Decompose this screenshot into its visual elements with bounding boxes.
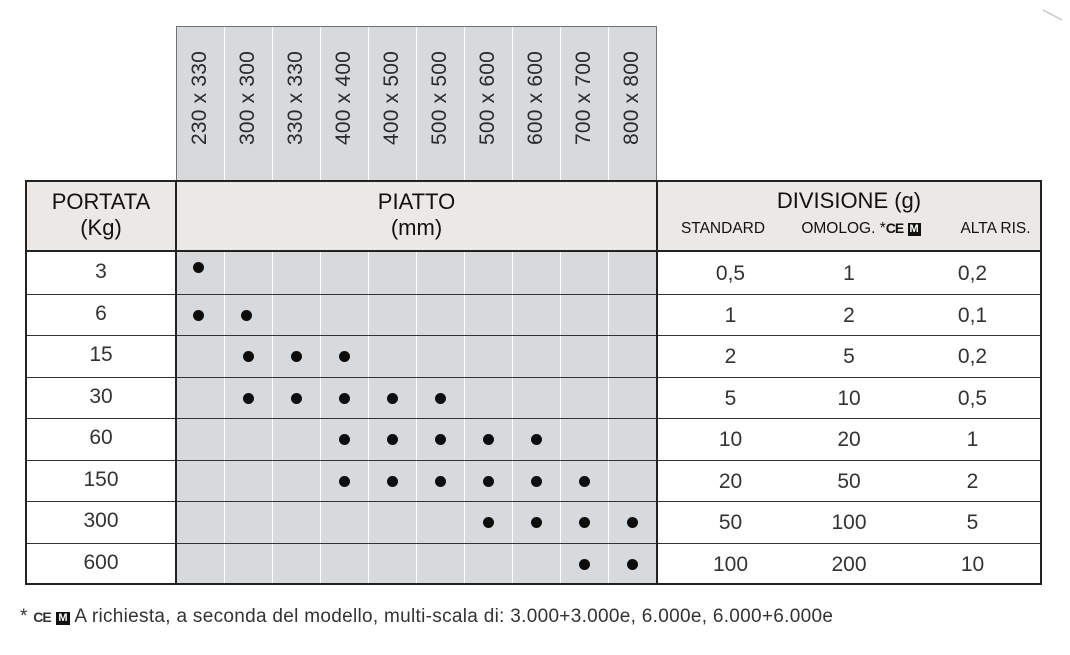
plate-size-label: [176, 28, 224, 168]
omolog-cell: 5: [843, 345, 855, 368]
row-divider: [26, 501, 1041, 502]
row-divider: [26, 418, 1041, 419]
availability-dot: [483, 476, 494, 487]
portata-cell: 150: [83, 468, 119, 491]
availability-dot: [483, 517, 494, 528]
omolog-cell: 100: [831, 511, 867, 534]
omolog-cell: 1: [843, 262, 855, 285]
standard-cell: 10: [718, 428, 743, 451]
footnote-ce-mark-icon: CE: [33, 609, 51, 625]
portata-cell: 30: [89, 385, 113, 408]
row-divider: [26, 377, 1041, 378]
availability-dot: [579, 517, 590, 528]
omolog-cell: 10: [837, 387, 861, 410]
piatto-unit: (mm): [390, 215, 443, 240]
portata-title: PORTATA: [51, 189, 151, 214]
footnote-star: *: [20, 606, 28, 627]
availability-dot: [339, 434, 350, 445]
alta-cell: 0,2: [957, 345, 988, 368]
portata-cell: 60: [89, 426, 113, 449]
standard-cell: 100: [712, 553, 749, 576]
availability-dot: [291, 351, 302, 362]
availability-dot: [435, 476, 446, 487]
plate-size-text: 500 x 500: [428, 50, 452, 146]
availability-dot: [483, 434, 494, 445]
alta-cell: 0,1: [957, 304, 988, 327]
omolog-cell: 20: [837, 428, 861, 451]
availability-dot: [435, 434, 446, 445]
plate-size-label: [272, 28, 320, 168]
omolog-label: OMOLOG. *: [801, 220, 886, 237]
plate-size-text: 500 x 600: [476, 50, 500, 146]
plate-size-label: [560, 28, 608, 168]
availability-dot: [387, 476, 398, 487]
portata-cell: 3: [95, 260, 107, 283]
plate-size-label: [608, 28, 656, 168]
standard-cell: 0,5: [715, 262, 746, 285]
availability-dot: [387, 393, 398, 404]
standard-cell: 5: [724, 387, 737, 410]
plate-size-label: [320, 28, 368, 168]
alta-cell: 2: [966, 470, 979, 493]
availability-dot: [243, 351, 254, 362]
availability-dot: [627, 559, 638, 570]
plate-size-label: [416, 28, 464, 168]
plate-size-label: [224, 28, 272, 168]
portata-cell: 600: [83, 551, 119, 574]
portata-cell: 15: [89, 343, 113, 366]
availability-dot: [241, 310, 252, 321]
availability-dot: [579, 559, 590, 570]
standard-cell: 50: [718, 511, 743, 534]
row-divider: [26, 543, 1041, 544]
availability-dot: [435, 393, 446, 404]
omolog-cell: 50: [837, 470, 861, 493]
alta-cell: 0,2: [957, 262, 988, 285]
plate-size-text: 330 x 330: [284, 50, 308, 146]
standard-subheading: STANDARD: [680, 220, 766, 237]
row-divider: [26, 294, 1041, 295]
plate-size-text: 700 x 700: [572, 50, 596, 146]
ce-mark-icon: CE: [885, 220, 904, 236]
piatto-heading: [176, 189, 657, 241]
alta-cell: 1: [966, 428, 979, 451]
plate-size-label: [512, 28, 560, 168]
row-divider: [26, 335, 1041, 336]
footnote-metrology-m-icon: M: [58, 612, 68, 624]
availability-dot: [579, 476, 590, 487]
plate-size-label: [464, 28, 512, 168]
availability-dot: [339, 393, 350, 404]
availability-dot: [339, 476, 350, 487]
row-divider: [26, 460, 1041, 461]
availability-dot: [291, 393, 302, 404]
availability-dot: [193, 262, 204, 273]
plate-size-text: 300 x 300: [236, 50, 260, 146]
table-border-right: [1040, 180, 1042, 585]
availability-dot: [531, 476, 542, 487]
divisione-title: DIVISIONE (g): [776, 188, 922, 213]
availability-dot: [531, 517, 542, 528]
portata-cell: 300: [83, 509, 119, 532]
footnote-text: A richiesta, a seconda del modello, multi-scala di: 3.000+3.000e, 6.000e, 6.000+6.000e: [74, 606, 834, 627]
availability-dot: [193, 310, 204, 321]
table-border-bottom: [25, 583, 1042, 585]
portata-heading: [26, 189, 176, 241]
omolog-subheading: [786, 220, 936, 238]
piatto-title: PIATTO: [377, 189, 456, 214]
alta-cell: 10: [960, 553, 985, 576]
portata-cell: 6: [95, 302, 107, 325]
plate-size-text: 400 x 500: [380, 50, 404, 146]
plate-size-text: 800 x 800: [620, 50, 644, 146]
footnote: [20, 606, 833, 628]
standard-cell: 2: [724, 345, 737, 368]
plate-size-text: 400 x 400: [332, 50, 356, 146]
plate-size-label: [368, 28, 416, 168]
portata-unit: (Kg): [80, 215, 122, 240]
metrology-m-icon: M: [909, 223, 919, 235]
alta-cell: 0,5: [957, 387, 988, 410]
plate-size-text: 600 x 600: [524, 50, 548, 146]
availability-dot: [627, 517, 638, 528]
availability-dot: [243, 393, 254, 404]
availability-dot: [339, 351, 350, 362]
availability-dot: [531, 434, 542, 445]
availability-dot: [387, 434, 398, 445]
standard-cell: 20: [718, 470, 743, 493]
plate-size-text: 230 x 330: [188, 50, 212, 146]
omolog-cell: 200: [831, 553, 867, 576]
standard-cell: 1: [724, 304, 737, 327]
omolog-cell: 2: [843, 304, 855, 327]
alta-ris-subheading: ALTA RIS.: [960, 220, 1031, 237]
alta-cell: 5: [966, 511, 979, 534]
corner-decoration-icon: [1042, 8, 1064, 22]
